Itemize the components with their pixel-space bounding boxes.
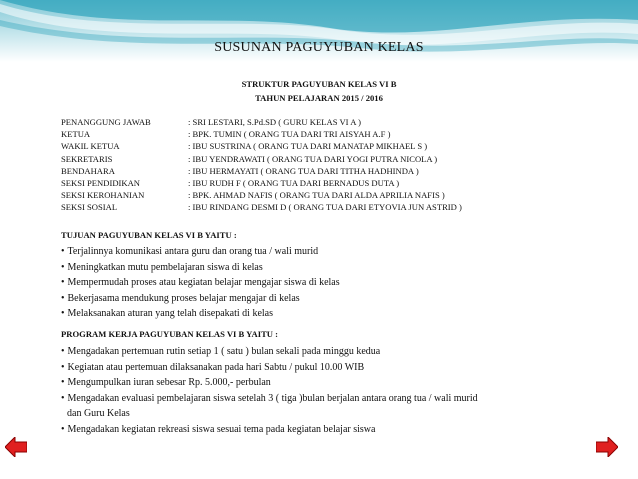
- role-label: SEKSI SOSIAL: [61, 202, 118, 213]
- bullet: •: [61, 392, 65, 404]
- role-label: SEKRETARIS: [61, 153, 113, 164]
- list-item: [61, 260, 340, 276]
- bullet: •: [61, 261, 65, 273]
- goal-text: Melaksanakan aturan yang telah disepakati di kelas: [67, 308, 273, 319]
- slide-title: SUSUNAN PAGUYUBAN KELAS: [214, 40, 424, 55]
- role-value: : IBU RINDANG DESMI D ( ORANG TUA DARI ETYOVIA JUN ASTRID ): [188, 202, 462, 213]
- list-item: [61, 360, 478, 376]
- role-label: SEKSI PENDIDIKAN: [61, 177, 141, 188]
- role-label: KETUA: [61, 129, 91, 140]
- goals-list: [61, 244, 340, 322]
- goals-heading: TUJUAN PAGUYUBAN KELAS VI B YAITU :: [61, 230, 237, 240]
- bullet: •: [61, 361, 65, 373]
- role-value: : IBU HERMAYATI ( ORANG TUA DARI TITHA HADHINDA ): [188, 165, 419, 176]
- goal-text: Mempermudah proses atau kegiatan belajar mengajar siswa di kelas: [67, 277, 340, 288]
- bullet: •: [61, 292, 65, 304]
- role-value: : IBU YENDRAWATI ( ORANG TUA DARI YOGI PUTRA NICOLA ): [188, 153, 438, 164]
- bullet: •: [61, 423, 65, 435]
- program-heading: PROGRAM KERJA PAGUYUBAN KELAS VI B YAITU :: [61, 329, 279, 339]
- list-item: [61, 344, 478, 360]
- program-text-continuation: dan Guru Kelas: [67, 408, 130, 419]
- role-label: SEKSI KEROHANIAN: [61, 190, 145, 201]
- list-item: [61, 306, 340, 322]
- goal-text: Bekerjasama mendukung proses belajar mengajar di kelas: [67, 292, 300, 304]
- structure-subtitle: STRUKTUR PAGUYUBAN KELAS VI B: [241, 79, 397, 89]
- bullet: •: [61, 308, 65, 319]
- role-label: PENANGGUNG JAWAB: [61, 117, 151, 127]
- program-text: Mengadakan kegiatan rekreasi siswa sesuai tema pada kegiatan belajar siswa: [67, 423, 376, 435]
- arrow-left-icon[interactable]: [5, 437, 27, 457]
- list-item: [61, 244, 340, 260]
- program-text: Kegiatan atau pertemuan dilaksanakan pada hari Sabtu / pukul 10.00 WIB: [67, 361, 365, 373]
- arrow-right-icon[interactable]: [596, 437, 618, 457]
- goal-text: Meningkatkan mutu pembelajaran siswa di kelas: [67, 261, 263, 273]
- bullet: •: [61, 346, 65, 357]
- role-value: : BPK. AHMAD NAFIS ( ORANG TUA DARI ALDA APRILIA NAFIS ): [188, 190, 445, 201]
- bullet: •: [61, 377, 65, 388]
- role-value: : IBU SUSTRINA ( ORANG TUA DARI MANATAP MIKHAEL S ): [188, 141, 428, 152]
- goal-text: Terjalinnya komunikasi antara guru dan orang tua / wali murid: [67, 246, 319, 257]
- role-value: : IBU RUDH F ( ORANG TUA DARI BERNADUS DUTA ): [188, 177, 400, 188]
- role-label: BENDAHARA: [61, 165, 115, 176]
- program-list: [61, 344, 478, 437]
- role-value: : SRI LESTARI, S.Pd.SD ( GURU KELAS VI A ): [188, 117, 361, 127]
- bullet: •: [61, 246, 65, 257]
- list-item: [61, 391, 478, 422]
- list-item: [61, 422, 478, 438]
- list-item: [61, 375, 478, 391]
- list-item: [61, 275, 340, 291]
- role-value: : BPK. TUMIN ( ORANG TUA DARI TRI AISYAH A.F ): [188, 129, 391, 140]
- list-item: [61, 291, 340, 307]
- year-subtitle: TAHUN PELAJARAN 2015 / 2016: [255, 93, 383, 103]
- role-label: WAKIL KETUA: [61, 141, 120, 152]
- program-text: Mengumpulkan iuran sebesar Rp. 5.000,- perbulan: [67, 377, 271, 388]
- bullet: •: [61, 277, 65, 288]
- program-text: Mengadakan evaluasi pembelajaran siswa setelah 3 ( tiga )bulan berjalan antara orang tua / wali murid: [67, 392, 478, 404]
- program-text: Mengadakan pertemuan rutin setiap 1 ( satu ) bulan sekali pada minggu kedua: [67, 346, 381, 357]
